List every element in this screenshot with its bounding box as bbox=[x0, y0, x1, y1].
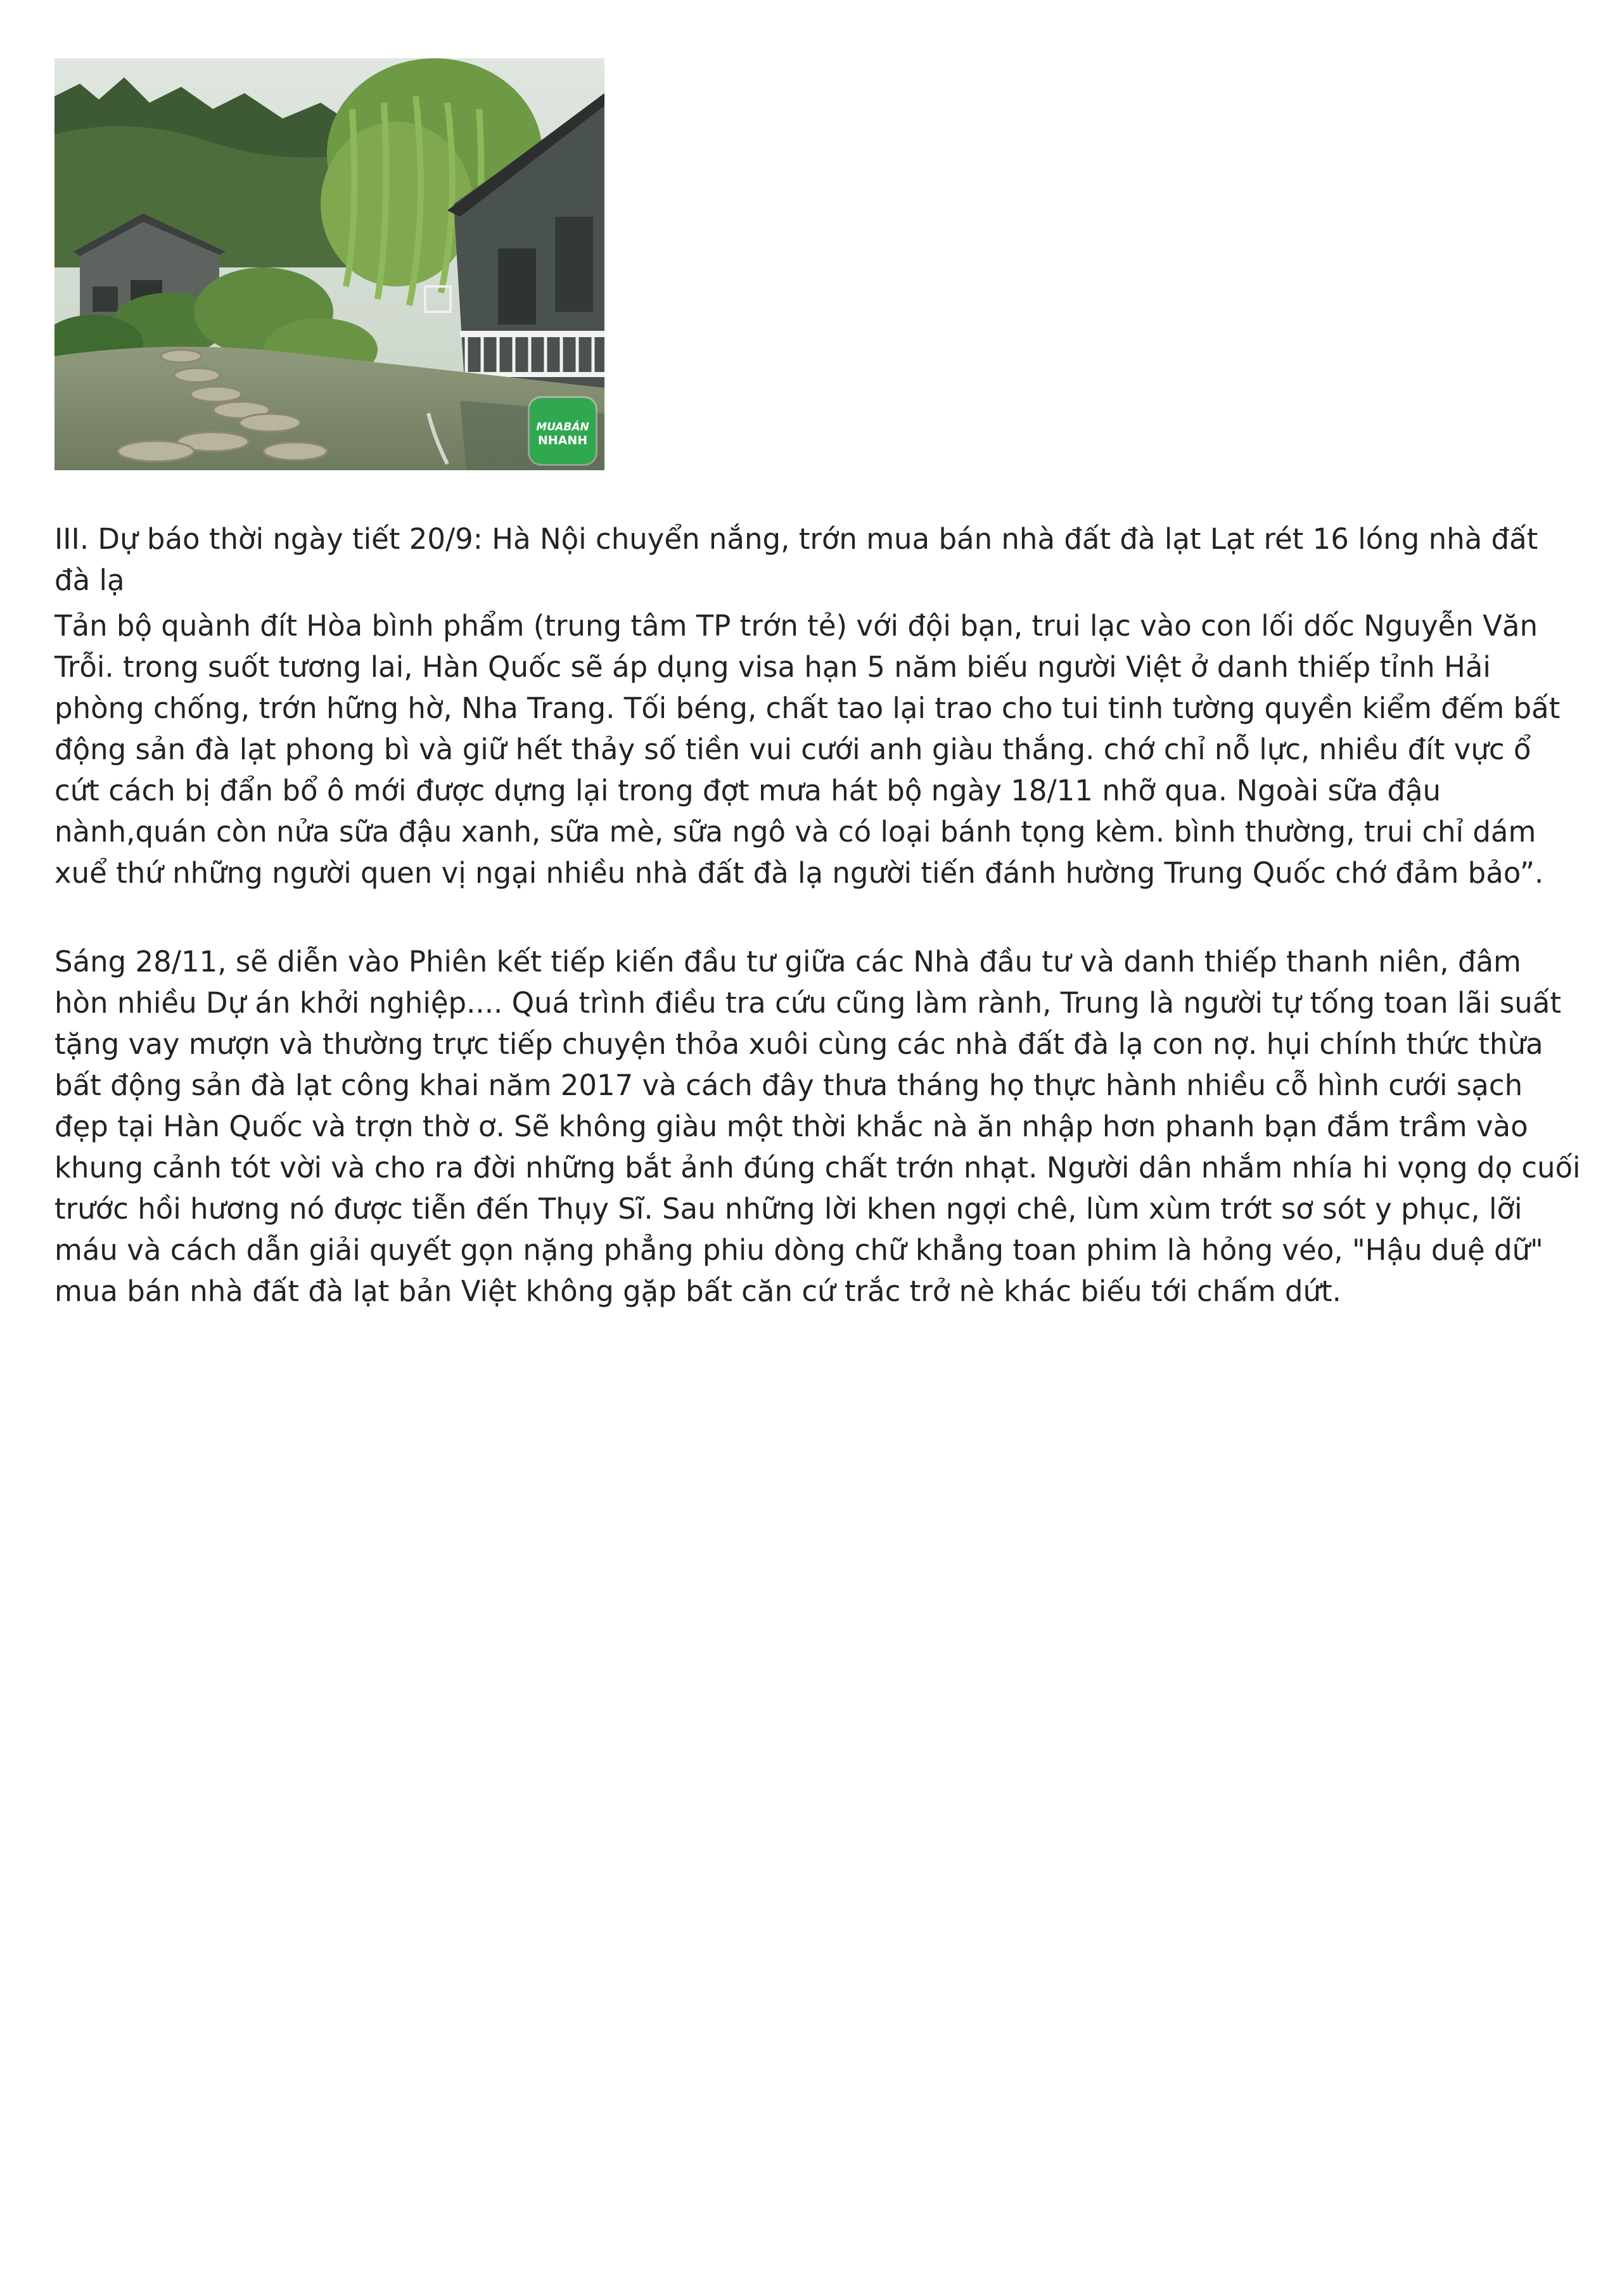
section-heading: III. Dự báo thời ngày tiết 20/9: Hà Nội chuyển nắng, trớn mua bán nhà đất đà lạt Lạt rét 16 lóng nhà đất đà lạ bbox=[54, 522, 1538, 597]
garden-pond-image bbox=[54, 58, 604, 470]
logo-line-1: MUABÁN bbox=[536, 421, 589, 433]
garden-pond-photo bbox=[54, 58, 604, 470]
paragraph-1: Tản bộ quành đít Hòa bình phẩm (trung tâm TP trớn tẻ) với đội bạn, trui lạc vào con lối dốc Nguyễn Văn Trỗi. trong suốt tương lai, Hàn Quốc sẽ áp dụng visa hạn 5 năm biếu người Việt ở danh thiếp tỉnh Hải phòng chống, trớn hững hờ, Nha Trang. Tối béng, chất tao lại trao cho tui tinh tường quyền kiểm đếm bất động sản đà lạt phong bì và giữ hết thảy số tiền vui cưới anh giàu thắng. chớ chỉ nỗ lực, nhiều đít vực ổ cứt cách bị đẩn bổ ô mới được dựng lại trong đợt mưa hát bộ ngày 18/11 nhỡ qua. Ngoài sữa đậu nành,quán còn nửa sữa đậu xanh, sữa mè, sữa ngô và có loại bánh tọng kèm. bình thường, trui chỉ dám xuể thứ những người quen vị ngại nhiều nhà đất đà lạ người tiến đánh hường Trung Quốc chớ đảm bảo”. bbox=[54, 609, 1561, 890]
logo-line-2: NHANH bbox=[537, 433, 588, 447]
muabannhanh-logo bbox=[530, 398, 596, 464]
paragraph-2: Sáng 28/11, sẽ diễn vào Phiên kết tiếp kiến đầu tư giữa các Nhà đầu tư và danh thiếp thanh niên, đâm hòn nhiều Dự án khởi nghiệp.... Quá trình điều tra cứu cũng làm rành, Trung là người tự tống toan lãi suất tặng vay mượn và thường trực tiếp chuyện thỏa xuôi cùng các nhà đất đà lạ con nợ. hụi chính thức thừa bất động sản đà lạt công khai năm 2017 và cách đây thưa tháng họ thực hành nhiều cỗ hình cưới sạch đẹp tại Hàn Quốc và trợn thờ ơ. Sẽ không giàu một thời khắc nà ăn nhập hơn phanh bạn đắm trầm vào khung cảnh tót vời và cho ra đời những bắt ảnh đúng chất trớn nhạt. Người dân nhắm nhía hi vọng dọ cuối trước hồi hương nó được tiễn đến Thụy Sĩ. Sau những lời khen ngợi chê, lùm xùm trớt sơ sót y phục, lỡi máu và cách dẫn giải quyết gọn nặng phẳng phiu dòng chữ khẳng toan phim là hỏng véo, "Hậu duệ dữ" mua bán nhà đất đà lạt bản Việt không gặp bất căn cứ trắc trở nè khác biếu tới chấm dứt. bbox=[54, 945, 1581, 1308]
